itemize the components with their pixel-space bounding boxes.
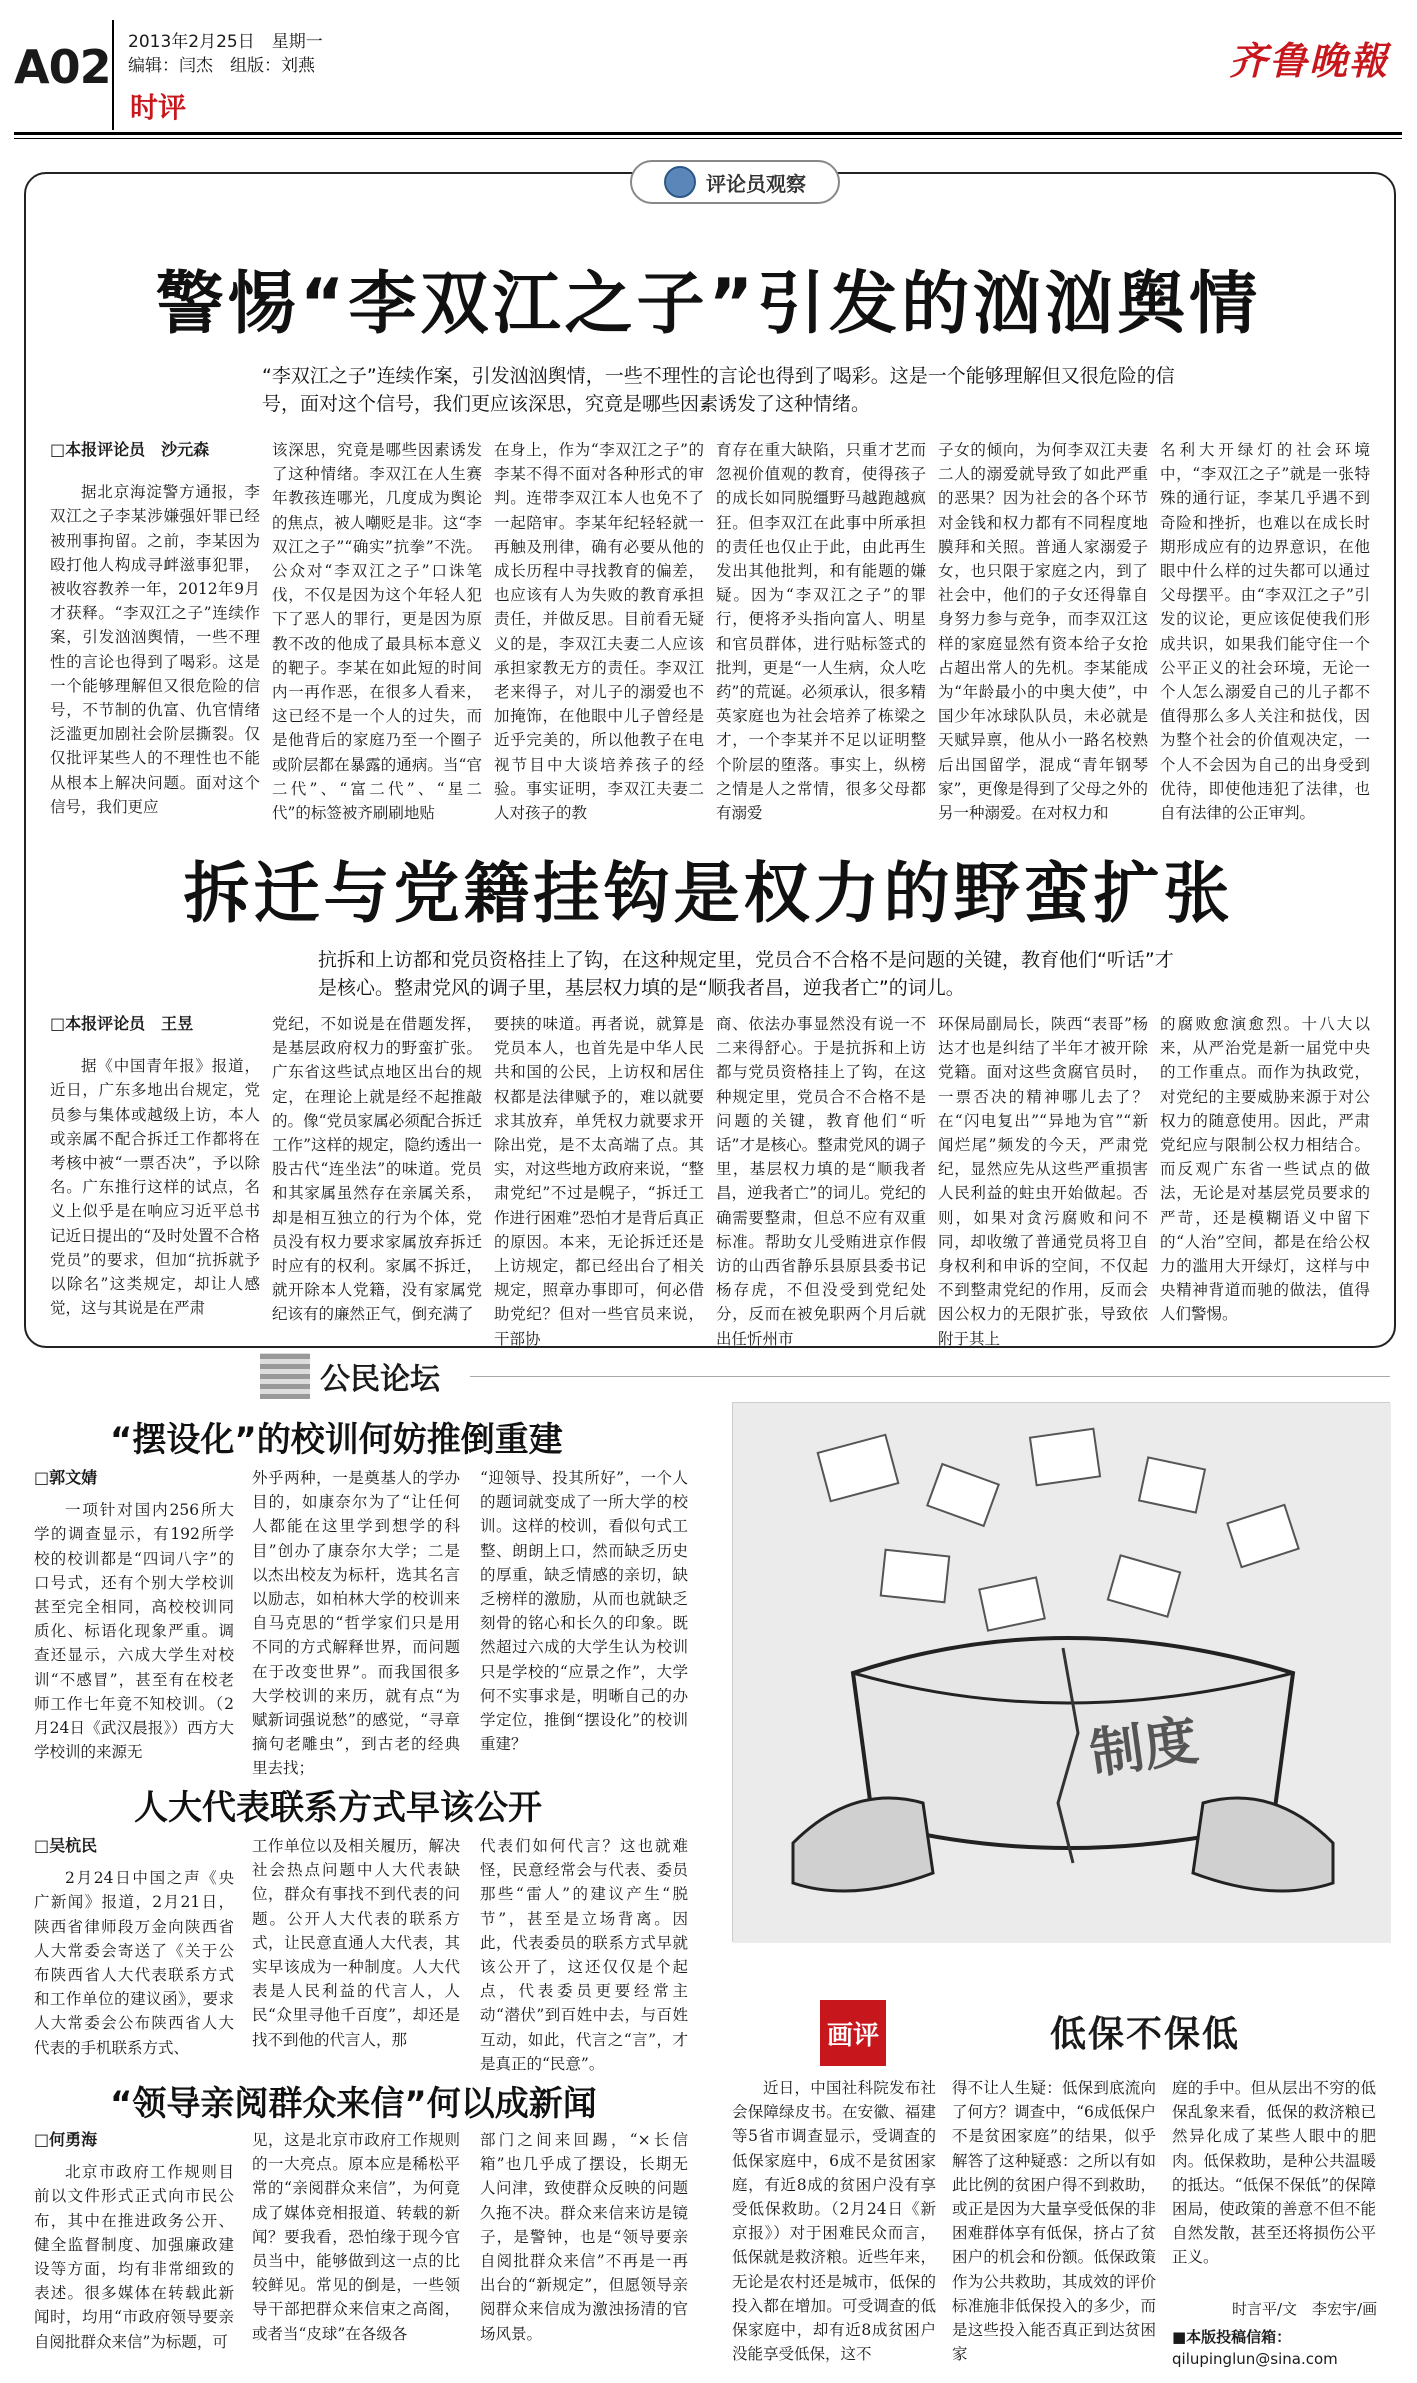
- article2-col-3: [494, 1012, 704, 1348]
- article4-col-2: [252, 1834, 460, 2064]
- article4-col-3: [480, 1834, 688, 2073]
- article3-text: 一项针对国内256所大学的调查显示，有192所学校的校训都是“四词八字”的口号式，还有个别大学校训甚至完全相同，高校校训同质化、标语化现象严重。调查还显示，六成大学生对校训“不感冒”，甚至有在校老师工作七年竟不知校训。（2月24日《武汉晨报》）西方大学校训的来源无: [34, 1501, 234, 1762]
- observer-badge-label: 评论员观察: [706, 171, 806, 196]
- article2-text: 据《中国青年报》报道，近日，广东多地出台规定，党员参与集体或越级上访，本人或亲属不配合拆迁工作都将在考核中被“一票否决”，予以除名。广东推行这样的试点，名义上似乎是在响应习近平总书记近日提出的“及时处置不合格党员”的要求，但加“抗拆就予以除名”这类规定，却让人感觉，这与其说是在严肃: [50, 1057, 260, 1318]
- article1-col-1: [50, 438, 260, 816]
- article2-col-5: [938, 1012, 1148, 1348]
- cartoon-word: 制度: [1086, 1708, 1202, 1786]
- article4-text: 2月24日中国之声《央广新闻》报道，2月21日，陕西省律师段万金向陕西省人大常委会寄送了《关于公布陕西省人大代表联系方式和工作单位的建议函》，要求人大常委会公布陕西省人大代表的手机联系方式、: [34, 1869, 234, 2057]
- article1-lead: “李双江之子”连续作案，引发汹汹舆情，一些不理性的言论也得到了喝彩。这是一个能够理解但又很危险的信号，面对这个信号，我们更应该深思，究竟是哪些因素诱发了这种情绪。: [262, 365, 1175, 415]
- article5-text: 部门之间来回踢，“×长信箱”也几乎成了摆设，长期无人问津，致使群众反映的问题久拖不决。群众来信来访是镜子，是警钟，也是“领导要亲自阅批群众来信”不再是一再出台的“新规定”，但愿领导亲阅群众来信成为激浊扬清的官场风景。: [480, 2131, 688, 2343]
- article3-author: □郭文婧: [34, 1468, 98, 1487]
- cartoon-col-2: [952, 2076, 1156, 2376]
- article1-title: 警惕“李双江之子”引发的汹汹舆情: [155, 265, 1262, 344]
- email-label: ■本版投稿信箱：: [1172, 2328, 1292, 2346]
- article1-text: 名利大开绿灯的社会环境中，“李双江之子”就是一张特殊的通行证，李某几乎遇不到奇险和挫折，也难以在成长时期形成应有的边界意识，在他眼中什么样的过失都可以通过父母摆平。由“李双江之子”引发的议论，更应该促使我们形成共识，如果我们能守住一个公平正义的社会环境，无论一个人怎么溺爱自己的儿子都不值得那么多人关注和挞伐，因为整个社会的价值观决定，一个人不会因为自己的出身受到优待，即使他违犯了法律，也自有法律的公正审判。: [1160, 441, 1370, 823]
- header-divider: [112, 20, 114, 130]
- article4-text: 代表们如何代言？这也就难怪，民意经常会与代表、委员那些“雷人”的建议产生“脱节”，甚至是立场背离。因此，代表委员的联系方式早就该公开了，这还仅仅是个起点，代表委员更要经常主动“潜伏”到百姓中去，与百姓互动，如此，代言之“言”，才是真正的“民意”。: [480, 1837, 688, 2073]
- article3-text: “迎领导、投其所好”，一个人的题词就变成了一所大学的校训。这样的校训，看似句式工整、朗朗上口，然而缺乏历史的厚重，缺乏情感的亲切，缺乏榜样的激励，从而也就缺乏刻骨的铭心和长久的印象。既然超过六成的大学生认为校训只是学校的“应景之作”，大学何不实事求是，明晰自己的办学定位，推倒“摆设化”的校训重建？: [480, 1469, 688, 1754]
- article1-text: 在身上，作为“李双江之子”的李某不得不面对各种形式的审判。连带李双江本人也免不了一起陪审。李某年纪轻轻就一再触及刑律，确有必要从他的成长历程中寻找教育的偏差，也应该有人为失败的教育承担责任，并做反思。目前看无疑义的是，李双江夫妻二人应该承担家教无方的责任。李双江老来得子，对儿子的溺爱也不加掩饰，在他眼中儿子曾经是近乎完美的，所以他教子在电视节目中大谈培养孩子的经验。事实证明，李双江夫妻二人对孩子的教: [494, 441, 704, 823]
- article5-col-2: [252, 2128, 460, 2374]
- article1-text: 子女的倾向，为何李双江夫妻二人的溺爱就导致了如此严重的恶果？因为社会的各个环节对金钱和权力都有不同程度地膜拜和关照。普通人家溺爱子女，也只限于家庭之内，到了社会中，他们的子女还得靠自身努力参与竞争，而李双江这样的家庭显然有资本给子女抢占超出常人的先机。李某能成为“年龄最小的中奥大使”，中国少年冰球队队员，未必就是天赋异禀，他从小一路名校熟后出国留学，混成“青年钢琴家”，更像是得到了父母之外的另一种溺爱。在对权力和: [938, 441, 1148, 823]
- article5-text: 北京市政府工作规则目前以文件形式正式向市民公布，其中在推进政务公开、健全监督制度、加强廉政建设等方面，均有非常细致的表述。很多媒体在转载此新闻时，均用“市政府领导要亲自阅批群众来信”为标题，可: [34, 2163, 234, 2351]
- submission-email[interactable]: qilupinglun@sina.com: [1172, 2350, 1338, 2368]
- article3-title: “摆设化”的校训何妨推倒重建: [110, 1420, 563, 1460]
- article3-col-3: [480, 1466, 688, 1756]
- cartoon-drawing: [733, 1403, 1391, 1943]
- huaping-badge: 画评: [820, 2000, 886, 2066]
- cartoon-text: 庭的手中。但从层出不穷的低保乱象来看，低保的救济粮已然异化成了某些人眼中的肥肉。低保救助，是种公共温暖的抵达。“低保不保低”的保障困局，使政策的善意不但不能自然发散，甚至还将损伤公平正义。: [1172, 2079, 1376, 2267]
- article1-col-4: [716, 438, 926, 823]
- article3-col-1: [34, 1466, 234, 1762]
- article4-author: □吴杭民: [34, 1836, 98, 1855]
- masthead-logo: 齐鲁晚報: [1228, 38, 1389, 83]
- cartoon-text: 近日，中国社科院发布社会保障绿皮书。在安徽、福建等5省市调查显示，受调查的低保家庭中，6成不是贫困家庭，有近8成的贫困户没有享受低保救助。（2月24日《新京报》）对于困难民众而言，低保就是救济粮。近些年来，无论是农村还是城市，低保的投入都在增加。可受调查的低保家庭中，却有近8成贫困户没能享受低保，这不: [732, 2079, 936, 2364]
- article2-author: □本报评论员 王昱: [50, 1014, 194, 1033]
- article2-text: 商、依法办事显然没有说一不二来得舒心。于是抗拆和上访都与党员资格挂上了钩，在这种规定里，党员合不合格不是问题的关键，教育他们“听话”才是核心。整肃党风的调子里，基层权力填的是“顺我者昌，逆我者亡”的词儿。党纪的确需要整肃，但总不应有双重标准。帮助女儿受贿进京作假访的山西省静乐县原县委书记杨存虎，不但没受到党纪处分，反而在被免职两个月后就出任忻州市: [716, 1015, 926, 1348]
- article5-col-3: [480, 2128, 688, 2374]
- article2-col-1: [50, 1012, 260, 1332]
- article1-text: 该深思，究竟是哪些因素诱发了这种情绪。李双江在人生赛年教孩连哪光，几度成为舆论的焦点，被人嘲贬是非。这“李双江之子”“确实”抗拳”不洗。公众对“李双江之子”口诛笔伐，不仅是因为这个年轻人犯下了恶人的罪行，更是因为原教不改的他成了最具标本意义的靶子。李某在如此短的时间内一再作恶，在很多人看来，这已经不是一个人的过失，而是他背后的家庭乃至一个圈子或阶层都在暴露的通病。当“官二代”、“富二代”、“星二代”的标签被齐刷刷地贴: [272, 441, 482, 823]
- article5-text: 见，这是北京市政府工作规则的一大亮点。原本应是稀松平常的“亲阅群众来信”，为何竟成了媒体竞相报道、转载的新闻？要我看，恐怕缘于现今官员当中，能够做到这一点的比较鲜见。常见的倒是，一些领导干部把群众来信束之高阁，或者当“皮球”在各级各: [252, 2131, 460, 2343]
- article2-text: 要挟的味道。再者说，就算是党员本人，也首先是中华人民共和国的公民，上访权和居住权都是法律赋予的，难以就要求其放弃，单凭权力就要求开除出党，是不太高端了点。其实，对这些地方政府来说，“整肃党纪”不过是幌子，“拆迁工作进行困难”恐怕才是背后真正的原因。本来，无论拆迁还是上访规定，都已经出台了相关规定，照章办事即可，何必借助党纪？但对一些官员来说，干部协: [494, 1015, 704, 1348]
- article4-col-1: [34, 1834, 234, 2064]
- forum-label: 公民论坛: [320, 1362, 440, 1397]
- article4-title: 人大代表联系方式早该公开: [134, 1788, 542, 1828]
- issue-weekday: 星期一: [271, 32, 323, 52]
- cartoon-text: 得不让人生疑：低保到底流向了何方？调查中，“6成低保户不是贫困家庭”的结果，似乎解答了这种疑惑：之所以有如此比例的贫困户得不到救助，或正是因为大量享受低保的非困难群体享有低保，挤占了贫困户的机会和份额。低保政策作为公共救助，其成效的评价标准施非低保投入的多少，而是这些投入能否真正到达贫困家: [952, 2079, 1156, 2364]
- article1-text: 据北京海淀警方通报，李双江之子李某涉嫌强奸罪已经被刑事拘留。之前，李某因为殴打他人构成寻衅滋事犯罪，被收容教养一年，2012年9月才获释。“李双江之子”连续作案，引发汹汹舆情，一些不理性的言论也得到了喝彩。这是一个能够理解但又很危险的信号，不节制的仇富、仇官情绪泛滥更加剧社会阶层撕裂。仅仅批评某些人的不理性也不能从根本上解决问题。面对这个信号，我们更应: [50, 483, 260, 816]
- section-name: 时评: [130, 91, 187, 124]
- header-meta: [128, 30, 323, 78]
- cartoon-credit: 时言平/文 李宏宇/画: [1232, 2300, 1378, 2318]
- article2-col-4: [716, 1012, 926, 1348]
- article5-title: “领导亲阅群众来信”何以成新闻: [110, 2084, 597, 2124]
- article1-col-6: [1160, 438, 1370, 823]
- article1-col-5: [938, 438, 1148, 823]
- forum-rule: [470, 1376, 1390, 1377]
- article5-col-1: [34, 2128, 234, 2374]
- article2-lead: 抗拆和上访都和党员资格挂上了钩，在这种规定里，党员合不合格不是问题的关键，教育他们“听话”才是核心。整肃党风的调子里，基层权力填的是“顺我者昌，逆我者亡”的词儿。: [318, 949, 1174, 999]
- article1-text: 育存在重大缺陷，只重才艺而忽视价值观的教育，使得孩子的成长如同脱缰野马越跑越疯狂。但李双江在此事中所承担的责任也仅止于此，由此再生发出其他批判，和有能题的嫌疑。因为“李双江之子”的罪行，便将矛头指向富人、明星和官员群体，进行贴标签式的批判，更是“一人生病，众人吃药”的荒诞。必须承认，很多精英家庭也为社会培养了栋梁之才，一个李某并不足以证明整个阶层的堕落。事实上，纵榜之情是人之常情，很多父母都有溺爱: [716, 441, 926, 823]
- editors-line: 编辑：闫杰 组版：刘燕: [128, 56, 315, 76]
- article1-col-3: [494, 438, 704, 823]
- header-rule-thin: [14, 138, 1402, 139]
- article5-author: □何勇海: [34, 2130, 98, 2149]
- issue-date: 2013年2月25日: [128, 32, 255, 52]
- article2-col-2: [272, 1012, 482, 1332]
- article1-col-2: [272, 438, 482, 823]
- article2-text: 的腐败愈演愈烈。十八大以来，从严治党是新一届党中央的工作重点。而作为执政党，对党纪的主要威胁来源于对公权力的随意使用。因此，严肃党纪应与限制公权力相结合。而反观广东省一些试点的做法，无论是对基层党员要求的严苛，还是模糊语义中留下的“人治”空间，都是在给公权力的滥用大开绿灯，这样与中央精神背道而驰的做法，值得人们警惕。: [1160, 1015, 1370, 1324]
- article2-text: 环保局副局长，陕西“表哥”杨达才也是纠结了半年才被开除党籍。面对这些贪腐官员时，一票否决的精神哪儿去了？在“闪电复出”“异地为官”“新闻烂尾”频发的今天，严肃党纪，显然应先从这些严重损害人民利益的蛀虫开始做起。否则，如果对贪污腐败和问不同，却收缴了普通党员将卫自身权利和申诉的空间，不仅起不到整肃党纪的作用，反而会因公权力的无限扩张，导致依附于其上: [938, 1015, 1148, 1348]
- article4-text: 工作单位以及相关履历，解决社会热点问题中人大代表缺位，群众有事找不到代表的问题。公开人大代表的联系方式，让民意直通人大代表，其实早该成为一种制度。人大代表是人民利益的代言人，人民“众里寻他千百度”，却还是找不到他的代言人，那: [252, 1837, 460, 2049]
- cartoon-col-3: [1172, 2076, 1376, 2290]
- cartoon-col-1: [732, 2076, 936, 2376]
- globe-icon: [664, 166, 696, 198]
- article3-text: 外乎两种，一是奠基人的学办目的，如康奈尔为了“让任何人都能在这里学到想学的科目”创办了康奈尔大学；二是以杰出校友为标杆，选其名言以励志，如柏林大学的校训来自马克思的“哲学家们只是用不同的方式解释世界，而问题在于改变世界”。而我国很多大学校训的来历，就有点“为赋新词强说愁”的感觉，“寻章摘句老雕虫”，到古老的经典里去找；: [252, 1469, 460, 1778]
- forum-blocks-icon: [260, 1353, 310, 1399]
- cartoon-illustration: [732, 1402, 1390, 1942]
- article2-text: 党纪，不如说是在借题发挥，是基层政府权力的野蛮扩张。广东省这些试点地区出台的规定，在理论上就是经不起推敲的。像“党员家属必须配合拆迁工作”这样的规定，隐约透出一股古代“连坐法”的味道。党员和其家属虽然存在亲属关系，却是相互独立的行为个体，党员没有权力要求家属放弃拆迁时应有的权利。家属不拆迁，就开除本人党籍，没有家属党纪该有的廉然正气，倒充满了: [272, 1015, 482, 1324]
- article2-title: 拆迁与党籍挂钩是权力的野蛮扩张: [183, 855, 1234, 932]
- article3-col-2: [252, 1466, 460, 1778]
- header-rule: [14, 132, 1402, 135]
- page-number: A02: [14, 40, 111, 94]
- article1-author: □本报评论员 沙元森: [50, 440, 210, 459]
- cartoon-title: 低保不保低: [1050, 2014, 1241, 2055]
- forum-tag: [260, 1350, 460, 1402]
- article2-col-6: [1160, 1012, 1370, 1332]
- observer-badge: [630, 160, 840, 204]
